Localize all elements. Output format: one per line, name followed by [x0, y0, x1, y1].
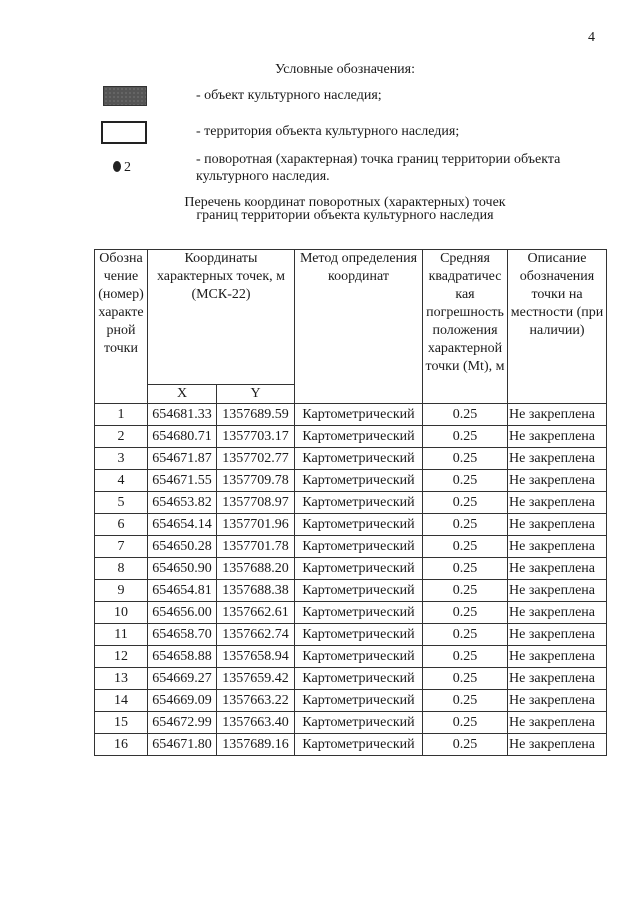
cell-description: Не закреплена — [508, 734, 607, 756]
point-symbol — [113, 160, 131, 176]
cell-error: 0.25 — [423, 712, 508, 734]
cell-method: Картометрический — [295, 404, 423, 426]
cell-error: 0.25 — [423, 602, 508, 624]
cell-x: 654654.81 — [148, 580, 217, 602]
cell-method: Картометрический — [295, 426, 423, 448]
list-title-line1: Перечень координат поворотных (характерных) точек — [184, 195, 506, 210]
cell-x: 654654.14 — [148, 514, 217, 536]
cell-y: 1357663.40 — [217, 712, 295, 734]
cell-y: 1357708.97 — [217, 492, 295, 514]
table-row — [95, 668, 607, 690]
cell-number: 7 — [95, 536, 148, 558]
cell-method: Картометрический — [295, 536, 423, 558]
cell-number: 12 — [95, 646, 148, 668]
cell-number: 8 — [95, 558, 148, 580]
cell-y: 1357701.96 — [217, 514, 295, 536]
table-row — [95, 514, 607, 536]
table-row — [95, 646, 607, 668]
cell-number: 10 — [95, 602, 148, 624]
cell-y: 1357688.38 — [217, 580, 295, 602]
table-row — [95, 624, 607, 646]
cell-x: 654671.87 — [148, 448, 217, 470]
cell-number: 1 — [95, 404, 148, 426]
cell-description: Не закреплена — [508, 712, 607, 734]
cell-y: 1357662.61 — [217, 602, 295, 624]
cell-y: 1357659.42 — [217, 668, 295, 690]
cell-description: Не закреплена — [508, 426, 607, 448]
cultural-object-symbol-icon — [103, 86, 147, 106]
cell-description: Не закреплена — [508, 646, 607, 668]
cell-y: 1357658.94 — [217, 646, 295, 668]
cell-error: 0.25 — [423, 536, 508, 558]
cell-x: 654671.55 — [148, 470, 217, 492]
cell-description: Не закреплена — [508, 492, 607, 514]
cell-number: 9 — [95, 580, 148, 602]
legend-item-territory: - территория объекта культурного наследия; — [196, 124, 460, 139]
cell-x: 654671.80 — [148, 734, 217, 756]
cell-error: 0.25 — [423, 624, 508, 646]
point-marker-icon — [113, 161, 121, 172]
header-y: Y — [217, 385, 295, 404]
cell-number: 5 — [95, 492, 148, 514]
cell-x: 654658.70 — [148, 624, 217, 646]
cell-error: 0.25 — [423, 580, 508, 602]
cell-error: 0.25 — [423, 426, 508, 448]
cell-error: 0.25 — [423, 492, 508, 514]
cell-number: 15 — [95, 712, 148, 734]
cell-x: 654653.82 — [148, 492, 217, 514]
cell-number: 4 — [95, 470, 148, 492]
cell-method: Картометрический — [295, 668, 423, 690]
cell-x: 654669.27 — [148, 668, 217, 690]
table-row — [95, 734, 607, 756]
cell-y: 1357662.74 — [217, 624, 295, 646]
cell-description: Не закреплена — [508, 668, 607, 690]
list-title — [0, 196, 640, 222]
cell-x: 654669.09 — [148, 690, 217, 712]
table-row — [95, 426, 607, 448]
cell-description: Не закреплена — [508, 514, 607, 536]
cell-error: 0.25 — [423, 690, 508, 712]
cell-method: Картометрический — [295, 492, 423, 514]
page-number: 4 — [588, 30, 595, 45]
cell-y: 1357688.20 — [217, 558, 295, 580]
table-row — [95, 558, 607, 580]
cell-x: 654650.90 — [148, 558, 217, 580]
cell-error: 0.25 — [423, 514, 508, 536]
territory-symbol-icon — [101, 121, 147, 144]
cell-x: 654650.28 — [148, 536, 217, 558]
cell-error: 0.25 — [423, 668, 508, 690]
cell-error: 0.25 — [423, 470, 508, 492]
cell-x: 654656.00 — [148, 602, 217, 624]
cell-description: Не закреплена — [508, 558, 607, 580]
cell-method: Картометрический — [295, 448, 423, 470]
cell-y: 1357701.78 — [217, 536, 295, 558]
header-error: Средняя квадратичес кая погрешность положения характерной точки (Mt), м — [423, 250, 508, 404]
header-coordinates: Координаты характерных точек, м (МСК-22) — [148, 250, 295, 385]
cell-description: Не закреплена — [508, 448, 607, 470]
cell-number: 13 — [95, 668, 148, 690]
cell-error: 0.25 — [423, 646, 508, 668]
cell-number: 14 — [95, 690, 148, 712]
cell-description: Не закреплена — [508, 536, 607, 558]
cell-y: 1357709.78 — [217, 470, 295, 492]
cell-method: Картометрический — [295, 624, 423, 646]
list-title-line2: границ территории объекта культурного наследия — [196, 208, 494, 223]
cell-error: 0.25 — [423, 558, 508, 580]
cell-y: 1357703.17 — [217, 426, 295, 448]
cell-description: Не закреплена — [508, 602, 607, 624]
point-symbol-label: 2 — [124, 160, 131, 175]
cell-method: Картометрический — [295, 712, 423, 734]
cell-y: 1357663.22 — [217, 690, 295, 712]
cell-method: Картометрический — [295, 470, 423, 492]
cell-method: Картометрический — [295, 580, 423, 602]
header-description: Описание обозначения точки на местности (при наличии) — [508, 250, 607, 404]
cell-number: 2 — [95, 426, 148, 448]
table-body — [95, 404, 607, 756]
cell-method: Картометрический — [295, 646, 423, 668]
cell-method: Картометрический — [295, 514, 423, 536]
coordinates-table — [94, 249, 607, 756]
table-row — [95, 580, 607, 602]
cell-y: 1357689.59 — [217, 404, 295, 426]
cell-x: 654658.88 — [148, 646, 217, 668]
cell-error: 0.25 — [423, 448, 508, 470]
cell-y: 1357702.77 — [217, 448, 295, 470]
cell-method: Картометрический — [295, 558, 423, 580]
cell-error: 0.25 — [423, 734, 508, 756]
legend-title: Условные обозначения: — [274, 62, 416, 77]
table-row — [95, 712, 607, 734]
cell-description: Не закреплена — [508, 404, 607, 426]
cell-x: 654681.33 — [148, 404, 217, 426]
cell-description: Не закреплена — [508, 624, 607, 646]
header-designation: Обозна чение (номер) характе рной точки — [95, 250, 148, 404]
cell-description: Не закреплена — [508, 690, 607, 712]
table-row — [95, 470, 607, 492]
legend-item-point: - поворотная (характерная) точка границ территории объекта культурного наследия. — [196, 152, 561, 184]
cell-number: 6 — [95, 514, 148, 536]
cell-number: 11 — [95, 624, 148, 646]
cell-error: 0.25 — [423, 404, 508, 426]
cell-y: 1357689.16 — [217, 734, 295, 756]
header-method: Метод определения координат — [295, 250, 423, 404]
table-row — [95, 448, 607, 470]
table-row — [95, 492, 607, 514]
cell-method: Картометрический — [295, 690, 423, 712]
cell-method: Картометрический — [295, 734, 423, 756]
cell-number: 3 — [95, 448, 148, 470]
table-row — [95, 602, 607, 624]
cell-method: Картометрический — [295, 602, 423, 624]
cell-description: Не закреплена — [508, 470, 607, 492]
cell-number: 16 — [95, 734, 148, 756]
cell-x: 654680.71 — [148, 426, 217, 448]
cell-x: 654672.99 — [148, 712, 217, 734]
table-row — [95, 690, 607, 712]
cell-description: Не закреплена — [508, 580, 607, 602]
legend-item-object: - объект культурного наследия; — [196, 88, 382, 103]
header-x: X — [148, 385, 217, 404]
table-row — [95, 404, 607, 426]
table-row — [95, 536, 607, 558]
